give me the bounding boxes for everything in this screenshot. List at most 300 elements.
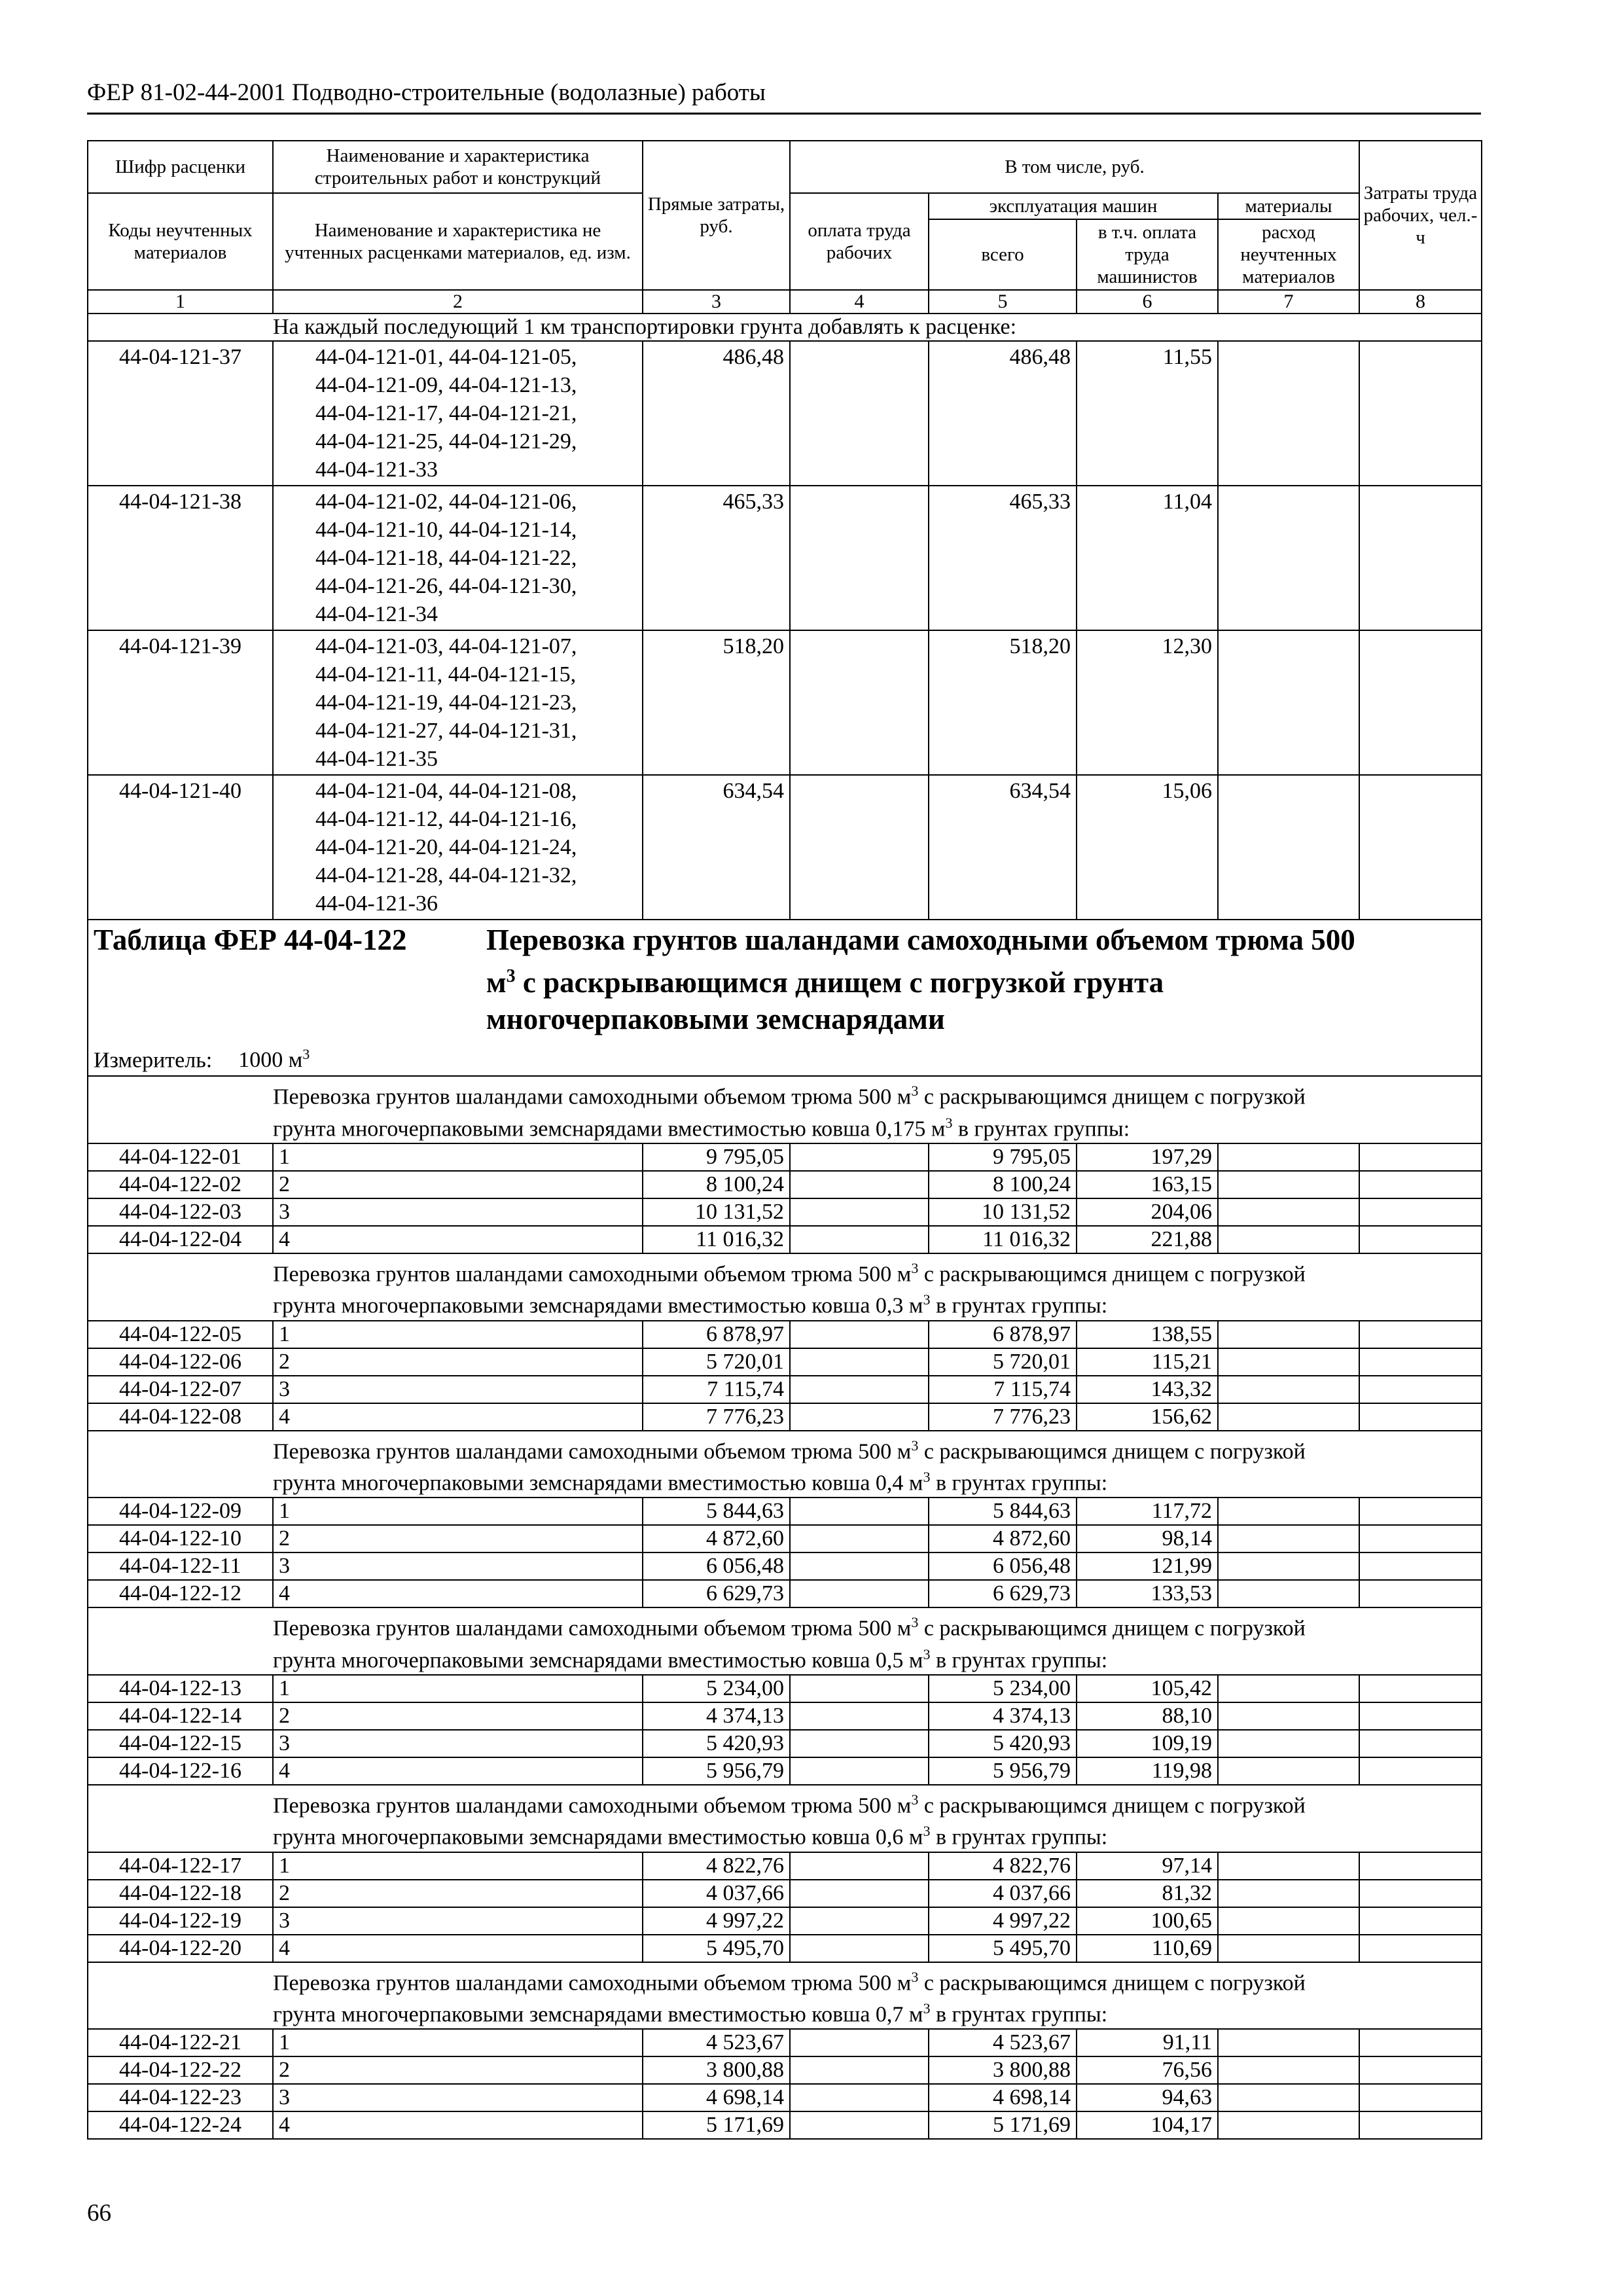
group-header-text: в грунтах группы:: [930, 1825, 1108, 1850]
direct-cost: 3 800,88: [643, 2056, 790, 2084]
rate-name-line: 44-04-121-26, 44-04-121-30,: [315, 574, 577, 598]
labor-cost: [1359, 1852, 1482, 1880]
col-incl: В том числе, руб.: [790, 141, 1359, 193]
column-number: 7: [1218, 290, 1359, 314]
group-header-row: [88, 1962, 1482, 2030]
text: с раскрывающимся днищем с погрузкой грунта: [515, 966, 1164, 999]
machine-pay: 156,62: [1077, 1403, 1218, 1431]
machine-total: 7 776,23: [929, 1403, 1077, 1431]
rate-name-line: 44-04-121-17, 44-04-121-21,: [315, 401, 577, 425]
table-row: [88, 1403, 1482, 1431]
direct-cost: 486,48: [643, 341, 790, 486]
machine-pay: 197,29: [1077, 1143, 1218, 1171]
machine-total: 6 878,97: [929, 1321, 1077, 1348]
page-header: ФЕР 81-02-44-2001 Подводно-строительные (водолазные) работы: [87, 77, 1481, 115]
machine-pay: 117,72: [1077, 1498, 1218, 1525]
labor-pay: [790, 1675, 929, 1702]
labor-cost: [1359, 486, 1482, 630]
soil-group: 3: [273, 1907, 643, 1935]
soil-group: 4: [273, 1403, 643, 1431]
group-header-row: [88, 1431, 1482, 1498]
table-row: [88, 1935, 1482, 1962]
col-name-top: Наименование и характеристика строительных работ и конструкций: [273, 141, 643, 193]
labor-pay: [790, 1321, 929, 1348]
rate-name-line: 44-04-121-01, 44-04-121-05,: [315, 345, 577, 369]
direct-cost: 7 776,23: [643, 1403, 790, 1431]
labor-pay: [790, 341, 929, 486]
machine-pay: 94,63: [1077, 2084, 1218, 2111]
group-header-text: с раскрывающимся днищем с погрузкой: [918, 1793, 1306, 1818]
col-materials-sub: расход неучтенных материалов: [1218, 219, 1359, 290]
labor-cost: [1359, 1525, 1482, 1552]
machine-total: 7 115,74: [929, 1376, 1077, 1403]
superscript: 3: [923, 1645, 931, 1662]
labor-cost: [1359, 630, 1482, 775]
direct-cost: 5 171,69: [643, 2111, 790, 2139]
machine-total: 5 720,01: [929, 1348, 1077, 1376]
soil-group: 2: [273, 1171, 643, 1198]
machine-pay: 221,88: [1077, 1226, 1218, 1253]
table-row: [88, 1852, 1482, 1880]
superscript: 3: [911, 1968, 919, 1985]
rate-name-line: 44-04-121-36: [315, 891, 438, 916]
labor-pay: [790, 1880, 929, 1907]
group-header: [273, 1962, 1482, 2030]
rate-code: 44-04-122-15: [88, 1730, 273, 1757]
direct-cost: 6 878,97: [643, 1321, 790, 1348]
group-header: [273, 1076, 1482, 1143]
materials: [1218, 1730, 1359, 1757]
table-row: [88, 1580, 1482, 1607]
labor-cost: [1359, 1935, 1482, 1962]
table-row: [88, 1702, 1482, 1730]
machine-pay: 12,30: [1077, 630, 1218, 775]
col-materials: материалы: [1218, 193, 1359, 219]
table-row: [88, 1730, 1482, 1757]
labor-pay: [790, 1935, 929, 1962]
superscript: 3: [923, 1823, 931, 1840]
labor-cost: [1359, 1321, 1482, 1348]
labor-cost: [1359, 2056, 1482, 2084]
soil-group: 4: [273, 1757, 643, 1785]
rate-name: [273, 775, 643, 920]
materials: [1218, 1321, 1359, 1348]
materials: [1218, 1880, 1359, 1907]
group-header-text: Перевозка грунтов шаландами самоходными объемом трюма 500 м: [273, 1793, 912, 1818]
superscript: 3: [923, 1291, 931, 1308]
table-row: [88, 1376, 1482, 1403]
rate-code: 44-04-121-39: [88, 630, 273, 775]
superscript: 3: [923, 1468, 931, 1485]
machine-pay: 88,10: [1077, 1702, 1218, 1730]
machine-total: 3 800,88: [929, 2056, 1077, 2084]
group-header-text: Перевозка грунтов шаландами самоходными объемом трюма 500 м: [273, 1262, 912, 1287]
direct-cost: 8 100,24: [643, 1171, 790, 1198]
col-labor-pay: оплата труда рабочих: [790, 193, 929, 290]
direct-cost: 6 629,73: [643, 1580, 790, 1607]
column-numbers-row: [88, 290, 1482, 314]
column-number: 5: [929, 290, 1077, 314]
table-row: [88, 2056, 1482, 2084]
superscript: 3: [945, 1114, 953, 1131]
machine-total: 518,20: [929, 630, 1077, 775]
rate-name-line: 44-04-121-27, 44-04-121-31,: [315, 719, 577, 743]
table-row: [88, 1321, 1482, 1348]
table-row: [88, 630, 1482, 775]
column-number: 8: [1359, 290, 1482, 314]
group-header-text: Перевозка грунтов шаландами самоходными объемом трюма 500 м: [273, 1616, 912, 1641]
table122-title: [88, 920, 1482, 1039]
rate-code: 44-04-122-24: [88, 2111, 273, 2139]
rate-code: 44-04-122-14: [88, 1702, 273, 1730]
soil-group: 2: [273, 2056, 643, 2084]
group-header-row: [88, 1253, 1482, 1321]
group-header-text: с раскрывающимся днищем с погрузкой: [918, 1439, 1306, 1463]
direct-cost: 518,20: [643, 630, 790, 775]
materials: [1218, 1143, 1359, 1171]
materials: [1218, 1498, 1359, 1525]
rate-code: 44-04-122-01: [88, 1143, 273, 1171]
labor-pay: [790, 1702, 929, 1730]
machine-pay: 121,99: [1077, 1552, 1218, 1580]
materials: [1218, 1226, 1359, 1253]
machine-pay: 105,42: [1077, 1675, 1218, 1702]
direct-cost: 4 523,67: [643, 2029, 790, 2056]
direct-cost: 7 115,74: [643, 1376, 790, 1403]
column-number: 2: [273, 290, 643, 314]
rate-code: 44-04-122-21: [88, 2029, 273, 2056]
direct-cost: 4 698,14: [643, 2084, 790, 2111]
table-row: [88, 775, 1482, 920]
rate-code: 44-04-122-11: [88, 1552, 273, 1580]
rate-name-line: 44-04-121-33: [315, 457, 438, 482]
soil-group: 1: [273, 1143, 643, 1171]
labor-pay: [790, 1552, 929, 1580]
labor-pay: [790, 1580, 929, 1607]
col-machine-op: эксплуатация машин: [929, 193, 1218, 219]
rate-name: [273, 630, 643, 775]
rate-code: 44-04-122-04: [88, 1226, 273, 1253]
rate-code: 44-04-122-22: [88, 2056, 273, 2084]
labor-cost: [1359, 1580, 1482, 1607]
direct-cost: 4 997,22: [643, 1907, 790, 1935]
rate-code: 44-04-122-08: [88, 1403, 273, 1431]
table-row: [88, 1498, 1482, 1525]
labor-pay: [790, 2084, 929, 2111]
machine-pay: 98,14: [1077, 1525, 1218, 1552]
labor-pay: [790, 1907, 929, 1935]
machine-total: 4 037,66: [929, 1880, 1077, 1907]
superscript: 3: [302, 1046, 310, 1062]
direct-cost: 5 720,01: [643, 1348, 790, 1376]
page-number: 66: [87, 2200, 111, 2227]
table122-name: [486, 922, 1355, 1037]
machine-total: 465,33: [929, 486, 1077, 630]
materials: [1218, 2111, 1359, 2139]
rate-code: 44-04-122-05: [88, 1321, 273, 1348]
rate-name-line: 44-04-121-03, 44-04-121-07,: [315, 634, 577, 658]
labor-pay: [790, 1757, 929, 1785]
labor-pay: [790, 2029, 929, 2056]
machine-total: 4 822,76: [929, 1852, 1077, 1880]
labor-cost: [1359, 341, 1482, 486]
rate-name-line: 44-04-121-09, 44-04-121-13,: [315, 373, 577, 397]
labor-pay: [790, 1171, 929, 1198]
materials: [1218, 1852, 1359, 1880]
soil-group: 2: [273, 1702, 643, 1730]
machine-total: 9 795,05: [929, 1143, 1077, 1171]
rate-code: 44-04-122-06: [88, 1348, 273, 1376]
group-header-text: с раскрывающимся днищем с погрузкой: [918, 1616, 1306, 1641]
machine-total: 4 872,60: [929, 1525, 1077, 1552]
table-row: [88, 1552, 1482, 1580]
rate-code: 44-04-122-10: [88, 1525, 273, 1552]
direct-cost: 10 131,52: [643, 1198, 790, 1226]
empty-cell: [88, 1431, 273, 1498]
direct-cost: 4 872,60: [643, 1525, 790, 1552]
header-row-1: [88, 141, 1482, 193]
labor-pay: [790, 1525, 929, 1552]
machine-pay: 15,06: [1077, 775, 1218, 920]
machine-total: 486,48: [929, 341, 1077, 486]
machine-total: 5 495,70: [929, 1935, 1077, 1962]
materials: [1218, 1702, 1359, 1730]
labor-cost: [1359, 2111, 1482, 2139]
soil-group: 1: [273, 1675, 643, 1702]
soil-group: 4: [273, 2111, 643, 2139]
machine-pay: 104,17: [1077, 2111, 1218, 2139]
direct-cost: 5 956,79: [643, 1757, 790, 1785]
group-header-text: Перевозка грунтов шаландами самоходными объемом трюма 500 м: [273, 1970, 912, 1995]
machine-total: 4 997,22: [929, 1907, 1077, 1935]
table-row: [88, 2084, 1482, 2111]
machine-pay: 100,65: [1077, 1907, 1218, 1935]
group-header-text: в грунтах группы:: [930, 2002, 1108, 2027]
materials: [1218, 2056, 1359, 2084]
labor-cost: [1359, 1880, 1482, 1907]
machine-pay: 115,21: [1077, 1348, 1218, 1376]
rate-name-line: 44-04-121-28, 44-04-121-32,: [315, 863, 577, 888]
rate-name-line: 44-04-121-34: [315, 602, 438, 626]
machine-pay: 97,14: [1077, 1852, 1218, 1880]
machine-pay: 76,56: [1077, 2056, 1218, 2084]
labor-pay: [790, 1226, 929, 1253]
soil-group: 3: [273, 1730, 643, 1757]
machine-pay: 109,19: [1077, 1730, 1218, 1757]
machine-pay: 138,55: [1077, 1321, 1218, 1348]
group-header-text: с раскрывающимся днищем с погрузкой: [918, 1970, 1306, 1995]
table-row: [88, 1525, 1482, 1552]
materials: [1218, 1198, 1359, 1226]
soil-group: 2: [273, 1880, 643, 1907]
labor-pay: [790, 775, 929, 920]
group-header-text: грунта многочерпаковыми земснарядами вместимостью ковша 0,175 м: [273, 1116, 946, 1141]
labor-cost: [1359, 1143, 1482, 1171]
empty-cell: [88, 1962, 273, 2030]
labor-pay: [790, 1403, 929, 1431]
table122-name-line: [486, 958, 1355, 1001]
materials: [1218, 775, 1359, 920]
direct-cost: 4 374,13: [643, 1702, 790, 1730]
machine-pay: 110,69: [1077, 1935, 1218, 1962]
materials: [1218, 1757, 1359, 1785]
rate-name: [273, 341, 643, 486]
machine-pay: 143,32: [1077, 1376, 1218, 1403]
col-machine-total: всего: [929, 219, 1077, 290]
table-row: [88, 2029, 1482, 2056]
labor-cost: [1359, 1552, 1482, 1580]
soil-group: 1: [273, 1852, 643, 1880]
labor-cost: [1359, 1702, 1482, 1730]
table122-title-row: [88, 920, 1482, 1039]
labor-cost: [1359, 2029, 1482, 2056]
soil-group: 3: [273, 1198, 643, 1226]
machine-total: 4 523,67: [929, 2029, 1077, 2056]
col-machine-pay: в т.ч. оплата труда машинистов: [1077, 219, 1218, 290]
table-row: [88, 341, 1482, 486]
labor-pay: [790, 1198, 929, 1226]
machine-total: 5 420,93: [929, 1730, 1077, 1757]
labor-cost: [1359, 1348, 1482, 1376]
soil-group: 2: [273, 1348, 643, 1376]
text: м: [486, 966, 507, 999]
direct-cost: 5 420,93: [643, 1730, 790, 1757]
rate-code: 44-04-121-37: [88, 341, 273, 486]
direct-cost: 6 056,48: [643, 1552, 790, 1580]
group-header: [273, 1253, 1482, 1321]
superscript: 3: [506, 966, 516, 986]
direct-cost: 465,33: [643, 486, 790, 630]
superscript: 3: [923, 2000, 931, 2017]
rate-name-line: 44-04-121-35: [315, 747, 438, 771]
labor-cost: [1359, 1376, 1482, 1403]
machine-pay: 163,15: [1077, 1171, 1218, 1198]
materials: [1218, 1907, 1359, 1935]
soil-group: 4: [273, 1226, 643, 1253]
materials: [1218, 630, 1359, 775]
group-header-text: в грунтах группы:: [952, 1116, 1130, 1141]
materials: [1218, 2084, 1359, 2111]
empty-cell: [88, 1076, 273, 1143]
col-direct: Прямые затраты, руб.: [643, 141, 790, 290]
table122-name-line: многочерпаковыми земснарядами: [486, 1003, 945, 1035]
column-number: 1: [88, 290, 273, 314]
col-code-bottom: Коды неучтенных материалов: [88, 193, 273, 290]
machine-total: 4 698,14: [929, 2084, 1077, 2111]
rate-name-line: 44-04-121-10, 44-04-121-14,: [315, 518, 577, 542]
rate-code: 44-04-122-19: [88, 1907, 273, 1935]
group-header-text: грунта многочерпаковыми земснарядами вместимостью ковша 0,4 м: [273, 1471, 923, 1496]
table-row: [88, 1757, 1482, 1785]
machine-pay: 133,53: [1077, 1580, 1218, 1607]
table-row: [88, 1171, 1482, 1198]
rate-code: 44-04-122-03: [88, 1198, 273, 1226]
machine-pay: 81,32: [1077, 1880, 1218, 1907]
rates-table: [87, 140, 1482, 2140]
empty-cell: [88, 1607, 273, 1675]
group-header-text: в грунтах группы:: [930, 1293, 1108, 1318]
superscript: 3: [911, 1259, 919, 1276]
table-row: [88, 2111, 1482, 2139]
soil-group: 1: [273, 2029, 643, 2056]
soil-group: 1: [273, 1498, 643, 1525]
labor-pay: [790, 1143, 929, 1171]
labor-cost: [1359, 1403, 1482, 1431]
rate-code: 44-04-122-17: [88, 1852, 273, 1880]
labor-cost: [1359, 1198, 1482, 1226]
materials: [1218, 1403, 1359, 1431]
table122-name-line: Перевозка грунтов шаландами самоходными объемом трюма 500: [486, 924, 1355, 956]
direct-cost: 5 844,63: [643, 1498, 790, 1525]
group-header: [273, 1431, 1482, 1498]
machine-total: 6 629,73: [929, 1580, 1077, 1607]
group-header-row: [88, 1607, 1482, 1675]
table-row: [88, 1675, 1482, 1702]
rate-name-line: 44-04-121-04, 44-04-121-08,: [315, 779, 577, 803]
labor-cost: [1359, 775, 1482, 920]
machine-total: 8 100,24: [929, 1171, 1077, 1198]
materials: [1218, 1935, 1359, 1962]
rate-name: [273, 486, 643, 630]
rate-name-line: 44-04-121-12, 44-04-121-16,: [315, 807, 577, 831]
group-header-row: [88, 1076, 1482, 1143]
labor-cost: [1359, 1757, 1482, 1785]
rate-code: 44-04-122-18: [88, 1880, 273, 1907]
machine-pay: 11,55: [1077, 341, 1218, 486]
section1-note: На каждый последующий 1 км транспортировки грунта добавлять к расценке:: [273, 314, 1482, 341]
group-header-row: [88, 1785, 1482, 1852]
soil-group: 2: [273, 1525, 643, 1552]
col-name-bottom: Наименование и характеристика не учтенных расценками материалов, ед. изм.: [273, 193, 643, 290]
materials: [1218, 1376, 1359, 1403]
measure-row: [88, 1039, 1482, 1076]
machine-total: 5 844,63: [929, 1498, 1077, 1525]
rate-code: 44-04-122-12: [88, 1580, 273, 1607]
group-header-text: грунта многочерпаковыми земснарядами вместимостью ковша 0,7 м: [273, 2002, 923, 2027]
column-number: 6: [1077, 290, 1218, 314]
rate-code: 44-04-121-38: [88, 486, 273, 630]
rate-code: 44-04-122-09: [88, 1498, 273, 1525]
rate-code: 44-04-122-20: [88, 1935, 273, 1962]
labor-pay: [790, 630, 929, 775]
direct-cost: 634,54: [643, 775, 790, 920]
empty-cell: [88, 1785, 273, 1852]
machine-pay: 91,11: [1077, 2029, 1218, 2056]
group-header: [273, 1785, 1482, 1852]
materials: [1218, 2029, 1359, 2056]
superscript: 3: [911, 1083, 919, 1100]
group-header-text: с раскрывающимся днищем с погрузкой: [918, 1085, 1306, 1109]
rate-code: 44-04-122-07: [88, 1376, 273, 1403]
labor-pay: [790, 1852, 929, 1880]
soil-group: 1: [273, 1321, 643, 1348]
group-header-text: Перевозка грунтов шаландами самоходными объемом трюма 500 м: [273, 1439, 912, 1463]
direct-cost: 5 234,00: [643, 1675, 790, 1702]
rate-name-line: 44-04-121-11, 44-04-121-15,: [315, 662, 577, 687]
superscript: 3: [911, 1791, 919, 1808]
group-header-text: в грунтах группы:: [930, 1471, 1108, 1496]
machine-total: 5 956,79: [929, 1757, 1077, 1785]
labor-pay: [790, 486, 929, 630]
labor-pay: [790, 1730, 929, 1757]
labor-pay: [790, 2111, 929, 2139]
machine-total: 6 056,48: [929, 1552, 1077, 1580]
labor-cost: [1359, 1498, 1482, 1525]
materials: [1218, 341, 1359, 486]
rate-code: 44-04-122-02: [88, 1171, 273, 1198]
materials: [1218, 1348, 1359, 1376]
superscript: 3: [911, 1614, 919, 1631]
